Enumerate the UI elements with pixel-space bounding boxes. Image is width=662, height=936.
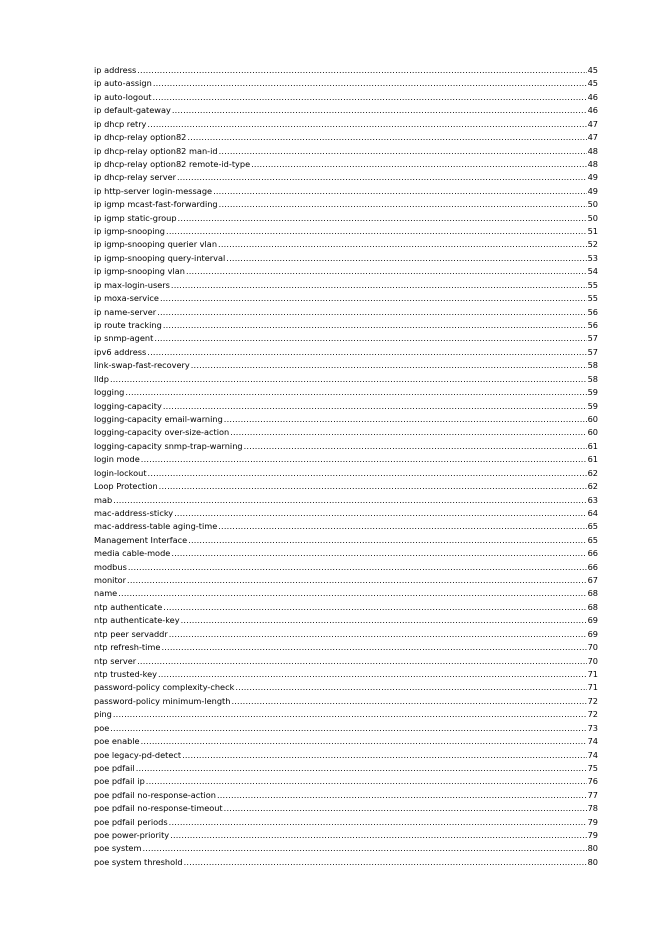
toc-entry[interactable] xyxy=(94,520,598,533)
toc-entry-page: 50 xyxy=(587,199,598,210)
toc-entry-title: ntp authenticate xyxy=(94,601,163,612)
toc-dot-leader xyxy=(148,467,587,480)
toc-dot-leader xyxy=(231,695,586,708)
toc-entry-title: poe system xyxy=(94,843,142,854)
toc-entry[interactable] xyxy=(94,373,598,386)
toc-dot-leader xyxy=(113,494,586,507)
toc-dot-leader xyxy=(218,520,586,533)
toc-entry-title: ip auto-assign xyxy=(94,78,152,89)
toc-dot-leader xyxy=(113,708,587,721)
toc-entry-page: 58 xyxy=(587,373,598,384)
toc-entry-title: modbus xyxy=(94,561,127,572)
toc-entry-page: 75 xyxy=(587,762,598,773)
toc-dot-leader xyxy=(110,373,587,386)
toc-entry-page: 80 xyxy=(587,843,598,854)
toc-entry-title: ntp trusted-key xyxy=(94,668,157,679)
toc-entry-page: 60 xyxy=(587,413,598,424)
toc-entry[interactable] xyxy=(94,292,598,305)
toc-entry-page: 76 xyxy=(587,776,598,787)
toc-dot-leader xyxy=(213,185,587,198)
toc-entry-title: logging-capacity xyxy=(94,400,162,411)
toc-dot-leader xyxy=(230,426,586,439)
toc-dot-leader xyxy=(128,561,587,574)
toc-dot-leader xyxy=(182,749,587,762)
toc-entry-page: 56 xyxy=(587,320,598,331)
toc-dot-leader xyxy=(171,547,586,560)
toc-entry-page: 47 xyxy=(587,132,598,143)
toc-entry-title: poe xyxy=(94,722,110,733)
toc-entry-page: 45 xyxy=(587,78,598,89)
toc-entry-page: 65 xyxy=(587,521,598,532)
toc-dot-leader xyxy=(163,601,586,614)
toc-entry-title: name xyxy=(94,588,118,599)
toc-entry-page: 62 xyxy=(587,467,598,478)
toc-dot-leader xyxy=(142,842,586,855)
toc-entry-page: 55 xyxy=(587,293,598,304)
toc-entry-page: 57 xyxy=(587,346,598,357)
toc-entry-page: 60 xyxy=(587,427,598,438)
toc-entry-title: poe system threshold xyxy=(94,856,183,867)
toc-entry-page: 69 xyxy=(587,615,598,626)
toc-dot-leader xyxy=(178,212,587,225)
toc-entry-title: poe pdfail periods xyxy=(94,816,168,827)
toc-entry-page: 46 xyxy=(587,105,598,116)
toc-entry[interactable] xyxy=(94,695,598,708)
toc-dot-leader xyxy=(160,292,587,305)
toc-dot-leader xyxy=(125,386,586,399)
toc-dot-leader xyxy=(217,789,587,802)
toc-dot-leader xyxy=(161,641,586,654)
toc-entry-title: ntp peer servaddr xyxy=(94,628,168,639)
toc-entry-page: 70 xyxy=(587,642,598,653)
toc-entry[interactable] xyxy=(94,708,598,721)
toc-entry-title: ip igmp-snooping query-interval xyxy=(94,252,226,263)
toc-entry[interactable] xyxy=(94,574,598,587)
toc-entry-page: 69 xyxy=(587,628,598,639)
toc-entry-page: 61 xyxy=(587,454,598,465)
toc-entry-title: logging-capacity over-size-action xyxy=(94,427,230,438)
toc-entry[interactable] xyxy=(94,64,598,77)
toc-entry-title: password-policy minimum-length xyxy=(94,695,231,706)
toc-entry[interactable] xyxy=(94,332,598,345)
toc-entry[interactable] xyxy=(94,158,598,171)
toc-entry-title: mac-address-table aging-time xyxy=(94,521,218,532)
toc-dot-leader xyxy=(153,91,587,104)
toc-entry-page: 79 xyxy=(587,816,598,827)
toc-entry-title: ip max-login-users xyxy=(94,279,170,290)
toc-entry[interactable] xyxy=(94,453,598,466)
toc-entry[interactable] xyxy=(94,145,598,158)
toc-dot-leader xyxy=(219,145,587,158)
toc-dot-leader xyxy=(188,534,586,547)
toc-entry[interactable] xyxy=(94,534,598,547)
toc-entry-title: ip dhcp-relay option82 xyxy=(94,132,187,143)
toc-entry-title: ip route tracking xyxy=(94,320,162,331)
toc-dot-leader xyxy=(110,722,586,735)
toc-dot-leader xyxy=(159,480,587,493)
toc-entry-title: logging-capacity snmp-trap-warning xyxy=(94,440,243,451)
toc-dot-leader xyxy=(157,306,586,319)
toc-entry-title: ip name-server xyxy=(94,306,157,317)
toc-entry[interactable] xyxy=(94,440,598,453)
toc-entry[interactable] xyxy=(94,681,598,694)
toc-entry-title: ip igmp-snooping vlan xyxy=(94,266,185,277)
toc-entry[interactable] xyxy=(94,386,598,399)
toc-entry-page: 49 xyxy=(587,172,598,183)
toc-dot-leader xyxy=(177,171,587,184)
toc-entry-title: ip default-gateway xyxy=(94,105,171,116)
toc-entry[interactable] xyxy=(94,749,598,762)
toc-dot-leader xyxy=(219,198,587,211)
toc-dot-leader xyxy=(187,131,586,144)
toc-dot-leader xyxy=(147,346,586,359)
toc-entry[interactable] xyxy=(94,185,598,198)
toc-dot-leader xyxy=(251,158,586,171)
toc-entry[interactable] xyxy=(94,494,598,507)
toc-entry-page: 74 xyxy=(587,749,598,760)
toc-entry-title: poe enable xyxy=(94,736,140,747)
toc-entry-title: ip address xyxy=(94,65,137,75)
toc-entry-page: 46 xyxy=(587,91,598,102)
toc-entry-title: ip dhcp-relay server xyxy=(94,172,176,183)
toc-entry-page: 78 xyxy=(587,803,598,814)
toc-entry-title: link-swap-fast-recovery xyxy=(94,360,190,371)
toc-entry-title: poe pdfail no-response-timeout xyxy=(94,803,223,814)
toc-dot-leader xyxy=(224,802,587,815)
toc-entry[interactable] xyxy=(94,198,598,211)
toc-entry[interactable] xyxy=(94,212,598,225)
toc-entry[interactable] xyxy=(94,225,598,238)
toc-entry-page: 71 xyxy=(587,682,598,693)
toc-entry-title: ip dhcp-relay option82 remote-id-type xyxy=(94,158,251,169)
toc-dot-leader xyxy=(136,762,587,775)
toc-entry-title: ip igmp-snooping xyxy=(94,226,166,237)
toc-dot-leader xyxy=(169,816,587,829)
toc-entry-page: 48 xyxy=(587,145,598,156)
toc-entry[interactable] xyxy=(94,252,598,265)
toc-entry-page: 79 xyxy=(587,830,598,841)
toc-entry-page: 64 xyxy=(587,507,598,518)
toc-dot-leader xyxy=(137,64,586,77)
toc-dot-leader xyxy=(169,628,587,641)
toc-entry-page: 62 xyxy=(587,481,598,492)
toc-dot-leader xyxy=(166,225,587,238)
toc-dot-leader xyxy=(170,829,586,842)
toc-entry-title: ip dhcp retry xyxy=(94,118,147,129)
toc-entry[interactable] xyxy=(94,306,598,319)
toc-entry[interactable] xyxy=(94,628,598,641)
toc-entry-page: 53 xyxy=(587,252,598,263)
toc-dot-leader xyxy=(181,614,587,627)
toc-entry[interactable] xyxy=(94,131,598,144)
toc-dot-leader xyxy=(186,265,587,278)
toc-entry[interactable] xyxy=(94,400,598,413)
toc-entry-page: 72 xyxy=(587,695,598,706)
toc-dot-leader xyxy=(127,574,587,587)
toc-entry-title: ip snmp-agent xyxy=(94,333,154,344)
toc-entry-page: 63 xyxy=(587,494,598,505)
table-of-contents xyxy=(94,64,598,869)
toc-dot-leader xyxy=(235,681,586,694)
toc-entry[interactable] xyxy=(94,359,598,372)
toc-entry-page: 73 xyxy=(587,722,598,733)
toc-dot-leader xyxy=(244,440,587,453)
toc-entry[interactable] xyxy=(94,655,598,668)
toc-entry[interactable] xyxy=(94,614,598,627)
toc-entry-title: ip igmp static-group xyxy=(94,212,177,223)
toc-entry[interactable] xyxy=(94,856,598,869)
toc-entry-title: media cable-mode xyxy=(94,548,171,559)
toc-entry-title: mac-address-sticky xyxy=(94,507,174,518)
toc-dot-leader xyxy=(224,413,587,426)
toc-entry[interactable] xyxy=(94,279,598,292)
toc-entry-title: poe pdfail xyxy=(94,762,135,773)
toc-entry-title: poe pdfail no-response-action xyxy=(94,789,216,800)
toc-entry[interactable] xyxy=(94,789,598,802)
toc-entry-page: 66 xyxy=(587,548,598,559)
toc-entry[interactable] xyxy=(94,104,598,117)
toc-entry-title: ntp refresh-time xyxy=(94,642,161,653)
toc-entry-title: login mode xyxy=(94,454,140,465)
toc-entry-page: 77 xyxy=(587,789,598,800)
toc-entry[interactable] xyxy=(94,346,598,359)
toc-dot-leader xyxy=(163,400,587,413)
toc-entry-page: 52 xyxy=(587,239,598,250)
toc-entry[interactable] xyxy=(94,762,598,775)
toc-entry-title: ntp server xyxy=(94,655,137,666)
toc-entry-page: 74 xyxy=(587,736,598,747)
toc-dot-leader xyxy=(147,118,586,131)
toc-entry[interactable] xyxy=(94,265,598,278)
toc-entry-title: poe pdfail ip xyxy=(94,776,145,787)
toc-entry-page: 66 xyxy=(587,561,598,572)
toc-entry-page: 68 xyxy=(587,601,598,612)
toc-dot-leader xyxy=(137,655,586,668)
toc-entry[interactable] xyxy=(94,816,598,829)
toc-entry-page: 51 xyxy=(587,226,598,237)
toc-entry[interactable] xyxy=(94,802,598,815)
toc-entry-title: mab xyxy=(94,494,113,505)
toc-entry-page: 49 xyxy=(587,185,598,196)
toc-dot-leader xyxy=(118,587,586,600)
toc-entry[interactable] xyxy=(94,547,598,560)
toc-entry[interactable] xyxy=(94,171,598,184)
toc-entry[interactable] xyxy=(94,587,598,600)
toc-dot-leader xyxy=(163,319,587,332)
toc-entry-page: 59 xyxy=(587,387,598,398)
toc-entry-title: ipv6 address xyxy=(94,346,147,357)
toc-entry-title: logging-capacity email-warning xyxy=(94,413,223,424)
toc-entry[interactable] xyxy=(94,507,598,520)
toc-dot-leader xyxy=(218,238,587,251)
toc-entry-title: lldp xyxy=(94,373,109,384)
toc-entry[interactable] xyxy=(94,641,598,654)
toc-entry[interactable] xyxy=(94,775,598,788)
toc-entry-title: ip moxa-service xyxy=(94,293,159,304)
toc-entry-page: 71 xyxy=(587,668,598,679)
toc-entry-page: 72 xyxy=(587,709,598,720)
toc-entry-title: monitor xyxy=(94,575,127,586)
toc-entry[interactable] xyxy=(94,561,598,574)
toc-entry-page: 50 xyxy=(587,212,598,223)
toc-entry[interactable] xyxy=(94,467,598,480)
toc-entry[interactable] xyxy=(94,91,598,104)
toc-entry[interactable] xyxy=(94,842,598,855)
toc-entry-page: 55 xyxy=(587,279,598,290)
toc-entry-title: ip http-server login-message xyxy=(94,185,213,196)
toc-entry-page: 67 xyxy=(587,575,598,586)
toc-entry-page: 68 xyxy=(587,588,598,599)
toc-entry-page: 47 xyxy=(587,118,598,129)
toc-entry-page: 54 xyxy=(587,266,598,277)
toc-dot-leader xyxy=(158,668,587,681)
toc-entry-page: 59 xyxy=(587,400,598,411)
toc-entry-title: logging xyxy=(94,387,125,398)
toc-dot-leader xyxy=(154,332,586,345)
toc-dot-leader xyxy=(141,735,587,748)
toc-entry-title: login-lockout xyxy=(94,467,147,478)
toc-entry-page: 56 xyxy=(587,306,598,317)
toc-dot-leader xyxy=(141,453,587,466)
toc-dot-leader xyxy=(146,775,587,788)
toc-entry[interactable] xyxy=(94,426,598,439)
toc-entry-title: ip igmp-snooping querier vlan xyxy=(94,239,218,250)
toc-entry[interactable] xyxy=(94,238,598,251)
toc-entry-title: ping xyxy=(94,709,112,720)
toc-entry[interactable] xyxy=(94,480,598,493)
toc-dot-leader xyxy=(226,252,586,265)
toc-entry-page: 45 xyxy=(587,65,598,75)
toc-entry-title: ip igmp mcast-fast-forwarding xyxy=(94,199,218,210)
toc-entry-title: poe legacy-pd-detect xyxy=(94,749,182,760)
toc-entry-page: 70 xyxy=(587,655,598,666)
toc-entry[interactable] xyxy=(94,413,598,426)
toc-dot-leader xyxy=(171,279,587,292)
toc-entry[interactable] xyxy=(94,601,598,614)
toc-entry[interactable] xyxy=(94,829,598,842)
toc-entry[interactable] xyxy=(94,319,598,332)
toc-entry-title: ip dhcp-relay option82 man-id xyxy=(94,145,218,156)
toc-entry-title: ntp authenticate-key xyxy=(94,615,180,626)
toc-dot-leader xyxy=(174,507,586,520)
toc-entry-title: poe power-priority xyxy=(94,830,170,841)
toc-entry-page: 57 xyxy=(587,333,598,344)
toc-entry[interactable] xyxy=(94,722,598,735)
toc-entry[interactable] xyxy=(94,735,598,748)
toc-dot-leader xyxy=(191,359,587,372)
toc-entry-page: 61 xyxy=(587,440,598,451)
toc-entry[interactable] xyxy=(94,118,598,131)
toc-entry-title: Loop Protection xyxy=(94,481,158,492)
toc-dot-leader xyxy=(172,104,587,117)
toc-entry-title: ip auto-logout xyxy=(94,91,152,102)
toc-dot-leader xyxy=(184,856,587,869)
toc-dot-leader xyxy=(153,77,587,90)
toc-entry-title: password-policy complexity-check xyxy=(94,682,235,693)
toc-entry-page: 58 xyxy=(587,360,598,371)
toc-entry[interactable] xyxy=(94,668,598,681)
toc-entry-page: 48 xyxy=(587,158,598,169)
toc-entry-page: 80 xyxy=(587,856,598,867)
toc-entry-title: Management Interface xyxy=(94,534,188,545)
toc-entry-page: 65 xyxy=(587,534,598,545)
toc-entry[interactable] xyxy=(94,77,598,90)
